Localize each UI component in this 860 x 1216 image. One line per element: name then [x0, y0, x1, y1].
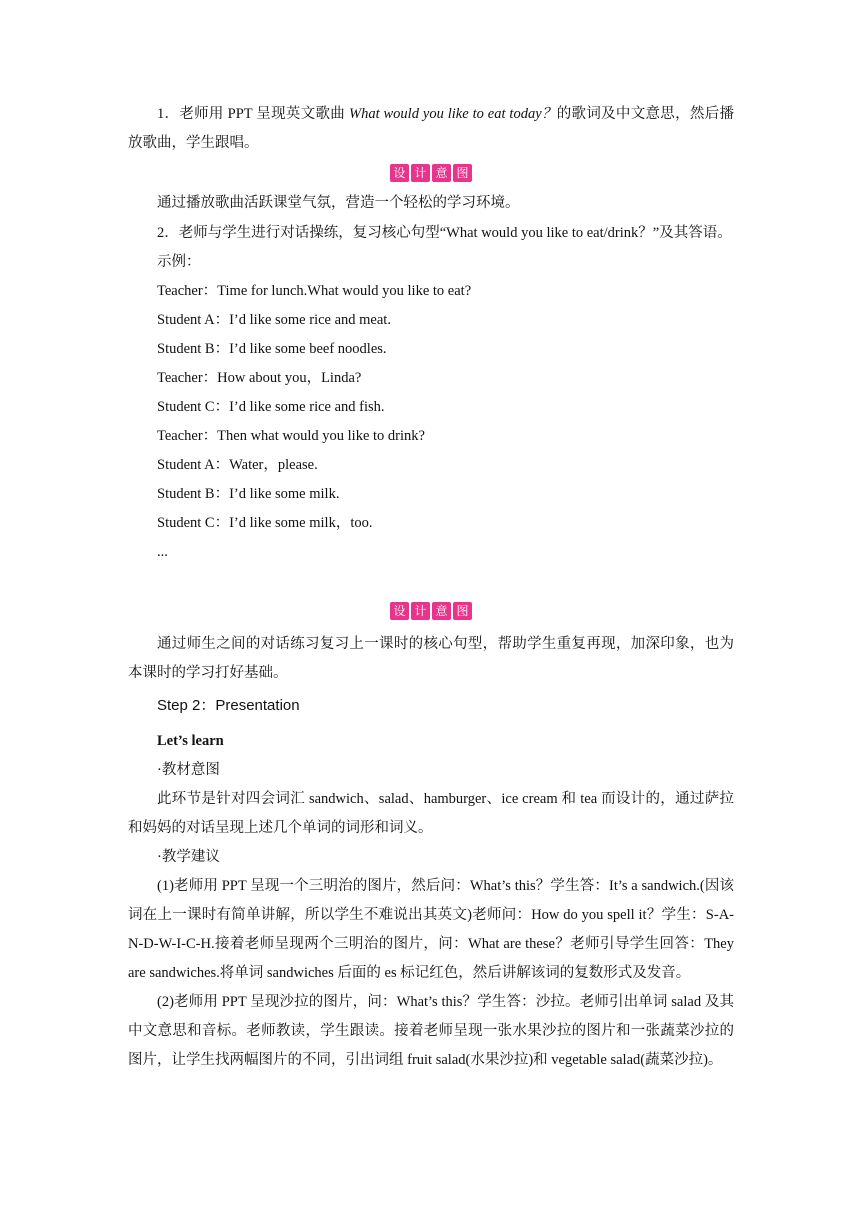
section-song [128, 100, 734, 158]
dialogue-line: Teacher：How about you，Linda? [157, 370, 362, 386]
advice-label: ·教学建议 [157, 849, 220, 865]
material-label: ·教材意图 [157, 762, 220, 778]
section-lets-learn [128, 727, 734, 1075]
lets-learn-heading: Let’s learn [157, 733, 224, 749]
section-presentation [128, 688, 734, 724]
design-intent-badge-1-row [128, 160, 734, 189]
dialogue-line: Teacher：Then what would you like to drink? [157, 428, 425, 444]
section-intent-1 [128, 189, 734, 218]
dialogue-line: Student A：Water，please. [157, 457, 318, 473]
step-heading: Step 2：Presentation [157, 697, 300, 714]
intent-paragraph-1: 通过播放歌曲活跃课堂气氛，营造一个轻松的学习环境。 [157, 195, 520, 211]
section-dialogue [128, 219, 734, 567]
design-intent-badge: 设 计 意 图 [390, 602, 472, 620]
dialogue-line: Teacher：Time for lunch.What would you like to eat? [157, 283, 472, 299]
design-intent-badge: 设 计 意 图 [390, 164, 472, 182]
dialogue-line: Student B：I’d like some milk. [157, 486, 340, 502]
paragraph-song-step: 1．老师用 PPT 呈现英文歌曲 What would you like to eat today？的歌词及中文意思，然后播放歌曲，学生跟唱。 [128, 106, 734, 151]
dialogue-line: Student C：I’d like some milk，too. [157, 515, 373, 531]
section-intent-2 [128, 630, 734, 688]
example-label: 示例： [157, 254, 201, 270]
dialogue-line: ... [157, 544, 168, 560]
design-intent-badge-2-row [128, 598, 734, 627]
paragraph-dialogue-step: 2．老师与学生进行对话操练，复习核心句型“What would you like to eat/drink？”及其答语。 [157, 225, 732, 241]
dialogue-line: Student A：I’d like some rice and meat. [157, 312, 391, 328]
material-paragraph: 此环节是针对四会词汇 sandwich、salad、hamburger、ice cream 和 tea 而设计的，通过萨拉和妈妈的对话呈现上述几个单词的词形和词义。 [128, 791, 734, 836]
song-title: What would you like to eat today？ [348, 106, 557, 122]
dialogue-line: Student C：I’d like some rice and fish. [157, 399, 385, 415]
advice-paragraph-1: (1)老师用 PPT 呈现一个三明治的图片，然后问：What’s this？学生答：It’s a sandwich.(因该词在上一课时有简单讲解，所以学生不难说出其英文)老师问：How do you spell it？学生：S-A-N-D-W-I-C-H.接着老师呈现两个三明治的图片，问：What are these？老师引导学生回答：They are sandwiches.将单词 sandwiches 后面的 es 标记红色，然后讲解该词的复数形式及发音。 [128, 878, 734, 981]
intent-paragraph-2: 通过师生之间的对话练习复习上一课时的核心句型，帮助学生重复再现，加深印象，也为本课时的学习打好基础。 [128, 636, 734, 681]
dialogue-line: Student B：I’d like some beef noodles. [157, 341, 387, 357]
advice-paragraph-2: (2)老师用 PPT 呈现沙拉的图片，问：What’s this？学生答：沙拉。老师引出单词 salad 及其中文意思和音标。老师教读，学生跟读。接着老师呈现一张水果沙拉的图片和一张蔬菜沙拉的图片，让学生找两幅图片的不同，引出词组 fruit salad(水果沙拉)和 vegetable salad(蔬菜沙拉)。 [128, 994, 734, 1068]
